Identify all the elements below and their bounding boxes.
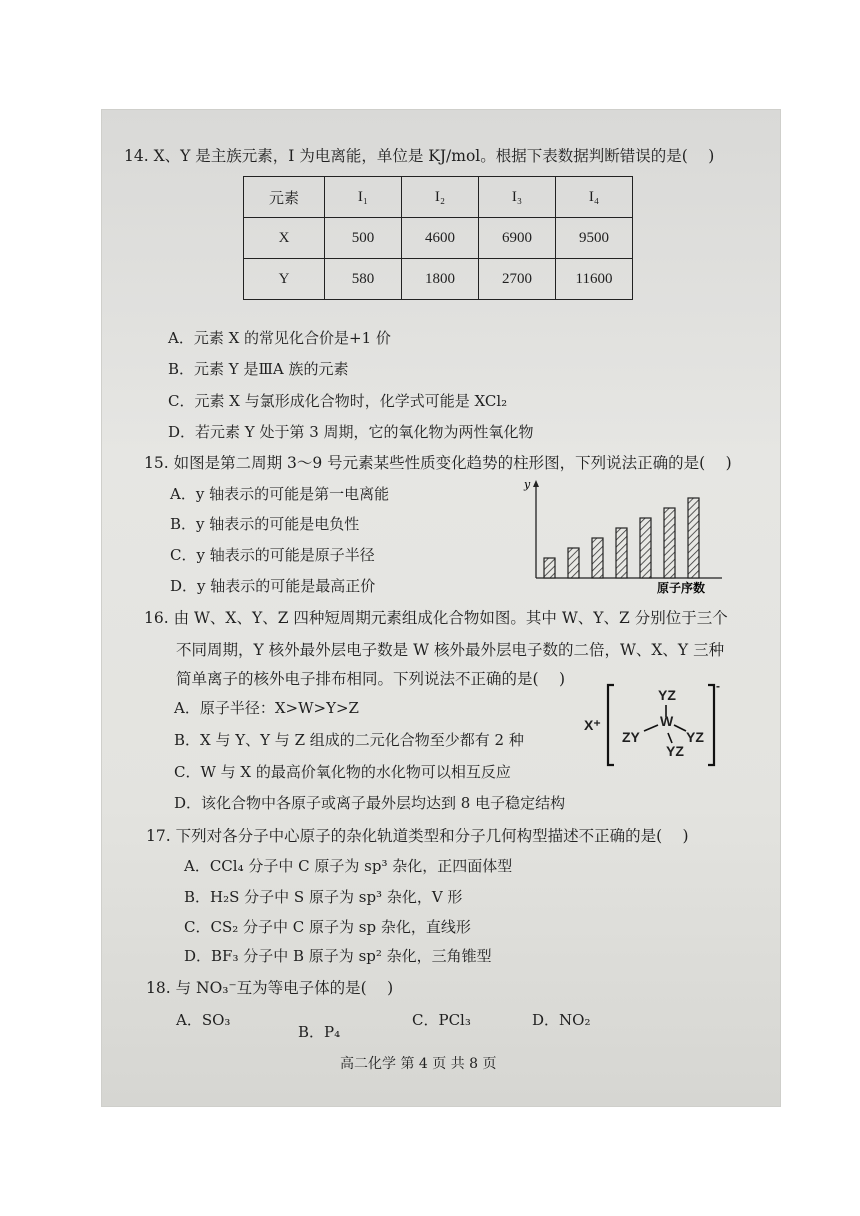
q17-stem: 17. 下列对各分子中心原子的杂化轨道类型和分子几何构型描述不正确的是( ) (146, 827, 689, 845)
q14-option-d: D．若元素 Y 处于第 3 周期，它的氧化物为两性氧化物 (168, 423, 534, 441)
structure-top-group: YZ (658, 687, 676, 703)
q18-option-d: D．NO₂ (532, 1011, 591, 1029)
table-cell: 580 (325, 259, 402, 300)
bar-9 (688, 498, 699, 578)
table-cell: 2700 (479, 259, 556, 300)
x-axis-label: 原子序数 (657, 581, 706, 595)
table-header-row (244, 177, 633, 218)
q16-stem-line-2: 不同周期，Y 核外最外层电子数是 W 核外最外层电子数的二倍，W、X、Y 三种 (176, 641, 725, 659)
bar-5 (592, 538, 603, 578)
structure-right-group: YZ (686, 729, 704, 745)
q14-option-c: C．元素 X 与氯形成化合物时，化学式可能是 XCl₂ (168, 392, 508, 410)
q15-option-a: A．y 轴表示的可能是第一电离能 (170, 485, 390, 503)
q16-stem-line-1: 16. 由 W、X、Y、Z 四种短周期元素组成化合物如图。其中 W、Y、Z 分别位于三个 (144, 609, 728, 627)
bar-series (544, 498, 699, 578)
q16-option-d: D．该化合物中各原子或离子最外层均达到 8 电子稳定结构 (174, 794, 566, 812)
q16-option-a: A．原子半径：X>W>Y>Z (174, 699, 359, 717)
anion-charge: - (716, 679, 720, 693)
ionization-table (243, 176, 633, 300)
q18-option-c: C．PCl₃ (412, 1011, 471, 1029)
table-header-cell: I₄ (556, 177, 633, 218)
compound-structure-diagram (584, 679, 726, 769)
table-header-cell: I₃ (479, 177, 556, 218)
table-cell: 500 (325, 218, 402, 259)
q17-option-d: D．BF₃ 分子中 B 原子为 sp² 杂化，三角锥型 (184, 947, 492, 965)
q14-option-b: B．元素 Y 是ⅢA 族的元素 (168, 360, 349, 378)
table-header-cell: I₂ (402, 177, 479, 218)
property-bar-chart (522, 478, 737, 598)
q18-stem: 18. 与 NO₃⁻互为等电子体的是( ) (146, 979, 394, 997)
q16-stem-line-3: 简单离子的核外电子排布相同。下列说法不正确的是( ) (176, 670, 566, 688)
table-cell: 1800 (402, 259, 479, 300)
table-cell: 9500 (556, 218, 633, 259)
table-row (244, 259, 633, 300)
q14-stem: 14. X、Y 是主族元素，I 为电离能，单位是 KJ/mol。根据下表数据判断错误的是( ) (124, 147, 715, 165)
bar-6 (616, 528, 627, 578)
table-cell: Y (244, 259, 325, 300)
y-axis-arrow (533, 480, 539, 487)
table-cell: 4600 (402, 218, 479, 259)
structure-center-atom: W (660, 713, 674, 729)
table-cell: 6900 (479, 218, 556, 259)
q14-option-a: A．元素 X 的常见化合价是+1 价 (168, 329, 391, 347)
table-header-cell: 元素 (244, 177, 325, 218)
y-axis-label: y (524, 478, 531, 491)
q15-option-c: C．y 轴表示的可能是原子半径 (170, 546, 375, 564)
q18-option-b: B．P₄ (298, 1023, 341, 1041)
bar-8 (664, 508, 675, 578)
q15-option-d: D．y 轴表示的可能是最高正价 (170, 577, 376, 595)
q15-stem: 15. 如图是第二周期 3～9 号元素某些性质变化趋势的柱形图，下列说法正确的是( ) (144, 454, 732, 472)
q15-option-b: B．y 轴表示的可能是电负性 (170, 515, 360, 533)
q18-option-a: A．SO₃ (176, 1011, 231, 1029)
structure-bonds (586, 683, 726, 769)
table-header-cell: I₁ (325, 177, 402, 218)
q17-option-c: C．CS₂ 分子中 C 原子为 sp 杂化，直线形 (184, 918, 471, 936)
q17-option-a: A．CCl₄ 分子中 C 原子为 sp³ 杂化，正四面体型 (184, 857, 513, 875)
cation-label: X⁺ (584, 717, 601, 733)
table-row (244, 218, 633, 259)
structure-left-group: ZY (622, 729, 640, 745)
bar-4 (568, 548, 579, 578)
bar-7 (640, 518, 651, 578)
table-cell: 11600 (556, 259, 633, 300)
q16-option-c: C．W 与 X 的最高价氧化物的水化物可以相互反应 (174, 763, 511, 781)
q17-option-b: B．H₂S 分子中 S 原子为 sp³ 杂化，V 形 (184, 888, 463, 906)
structure-bottom-group: YZ (666, 743, 684, 759)
bar-3 (544, 558, 555, 578)
q16-option-b: B．X 与 Y、Y 与 Z 组成的二元化合物至少都有 2 种 (174, 731, 524, 749)
table-cell: X (244, 218, 325, 259)
page-footer: 高二化学 第 4 页 共 8 页 (340, 1056, 497, 1072)
